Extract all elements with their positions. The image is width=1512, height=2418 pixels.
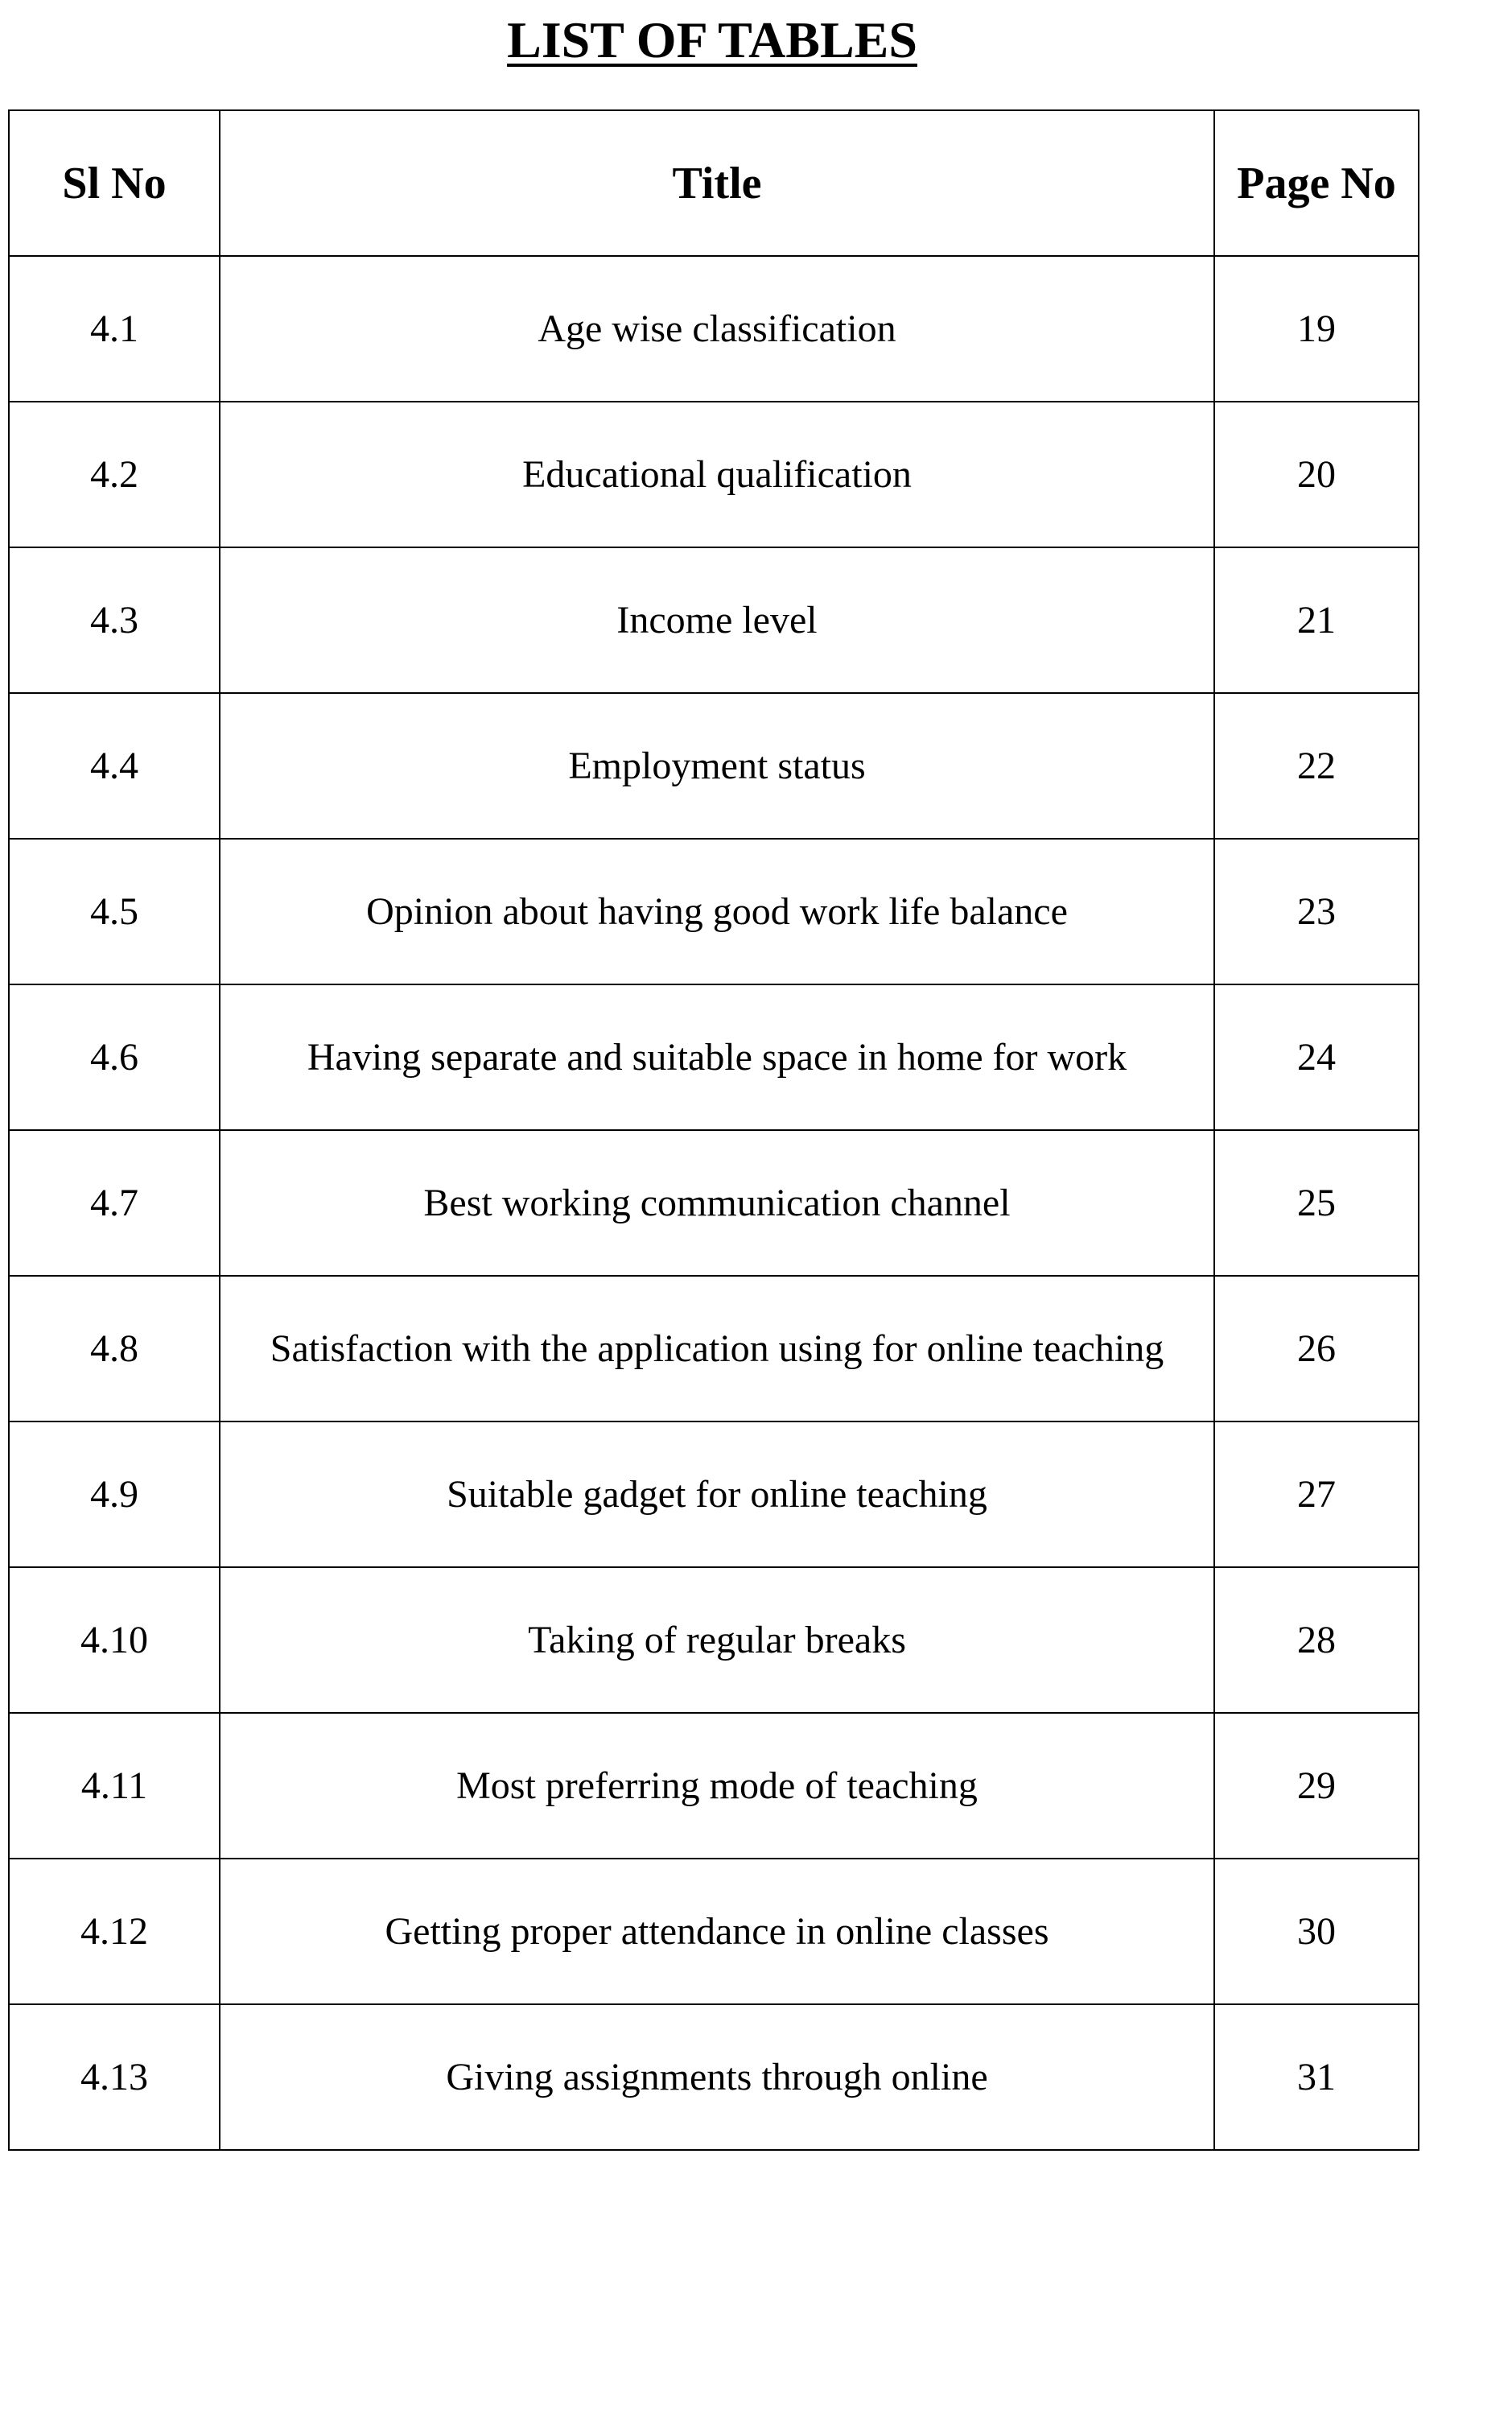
cell-page-no: 25 <box>1214 1130 1419 1276</box>
cell-title: Giving assignments through online <box>220 2004 1214 2150</box>
table-row <box>9 2004 1419 2150</box>
page-title <box>0 8 1424 72</box>
cell-sl-no: 4.8 <box>9 1276 220 1422</box>
table-header-row <box>9 110 1419 256</box>
cell-title: Suitable gadget for online teaching <box>220 1422 1214 1567</box>
cell-title: Getting proper attendance in online classes <box>220 1859 1214 2004</box>
cell-title: Income level <box>220 547 1214 693</box>
cell-title: Most preferring mode of teaching <box>220 1713 1214 1859</box>
cell-sl-no: 4.13 <box>9 2004 220 2150</box>
cell-title: Opinion about having good work life balance <box>220 839 1214 984</box>
cell-page-no: 27 <box>1214 1422 1419 1567</box>
table-row <box>9 1859 1419 2004</box>
cell-sl-no: 4.9 <box>9 1422 220 1567</box>
cell-sl-no: 4.3 <box>9 547 220 693</box>
cell-page-no: 28 <box>1214 1567 1419 1713</box>
cell-page-no: 22 <box>1214 693 1419 839</box>
cell-title: Age wise classification <box>220 256 1214 402</box>
cell-title: Best working communication channel <box>220 1130 1214 1276</box>
cell-page-no: 29 <box>1214 1713 1419 1859</box>
header-page-no: Page No <box>1214 110 1419 256</box>
cell-title: Taking of regular breaks <box>220 1567 1214 1713</box>
cell-sl-no: 4.6 <box>9 984 220 1130</box>
table-row <box>9 1130 1419 1276</box>
header-title: Title <box>220 110 1214 256</box>
table-row <box>9 1567 1419 1713</box>
cell-page-no: 20 <box>1214 402 1419 547</box>
cell-page-no: 31 <box>1214 2004 1419 2150</box>
cell-sl-no: 4.1 <box>9 256 220 402</box>
cell-title: Having separate and suitable space in home for work <box>220 984 1214 1130</box>
cell-title: Educational qualification <box>220 402 1214 547</box>
table-row <box>9 1713 1419 1859</box>
cell-sl-no: 4.11 <box>9 1713 220 1859</box>
cell-page-no: 26 <box>1214 1276 1419 1422</box>
cell-page-no: 19 <box>1214 256 1419 402</box>
cell-page-no: 30 <box>1214 1859 1419 2004</box>
list-of-tables <box>8 109 1419 2151</box>
header-sl-no: Sl No <box>9 110 220 256</box>
cell-sl-no: 4.2 <box>9 402 220 547</box>
table-row <box>9 402 1419 547</box>
cell-sl-no: 4.10 <box>9 1567 220 1713</box>
table-row <box>9 693 1419 839</box>
table-row <box>9 839 1419 984</box>
table-row <box>9 984 1419 1130</box>
page-title-text: LIST OF TABLES <box>507 11 917 68</box>
cell-page-no: 21 <box>1214 547 1419 693</box>
cell-page-no: 23 <box>1214 839 1419 984</box>
cell-page-no: 24 <box>1214 984 1419 1130</box>
cell-sl-no: 4.7 <box>9 1130 220 1276</box>
table-row <box>9 1422 1419 1567</box>
cell-title: Satisfaction with the application using for online teaching <box>220 1276 1214 1422</box>
cell-title: Employment status <box>220 693 1214 839</box>
table-row <box>9 547 1419 693</box>
cell-sl-no: 4.5 <box>9 839 220 984</box>
table-row <box>9 1276 1419 1422</box>
cell-sl-no: 4.4 <box>9 693 220 839</box>
cell-sl-no: 4.12 <box>9 1859 220 2004</box>
table-row <box>9 256 1419 402</box>
